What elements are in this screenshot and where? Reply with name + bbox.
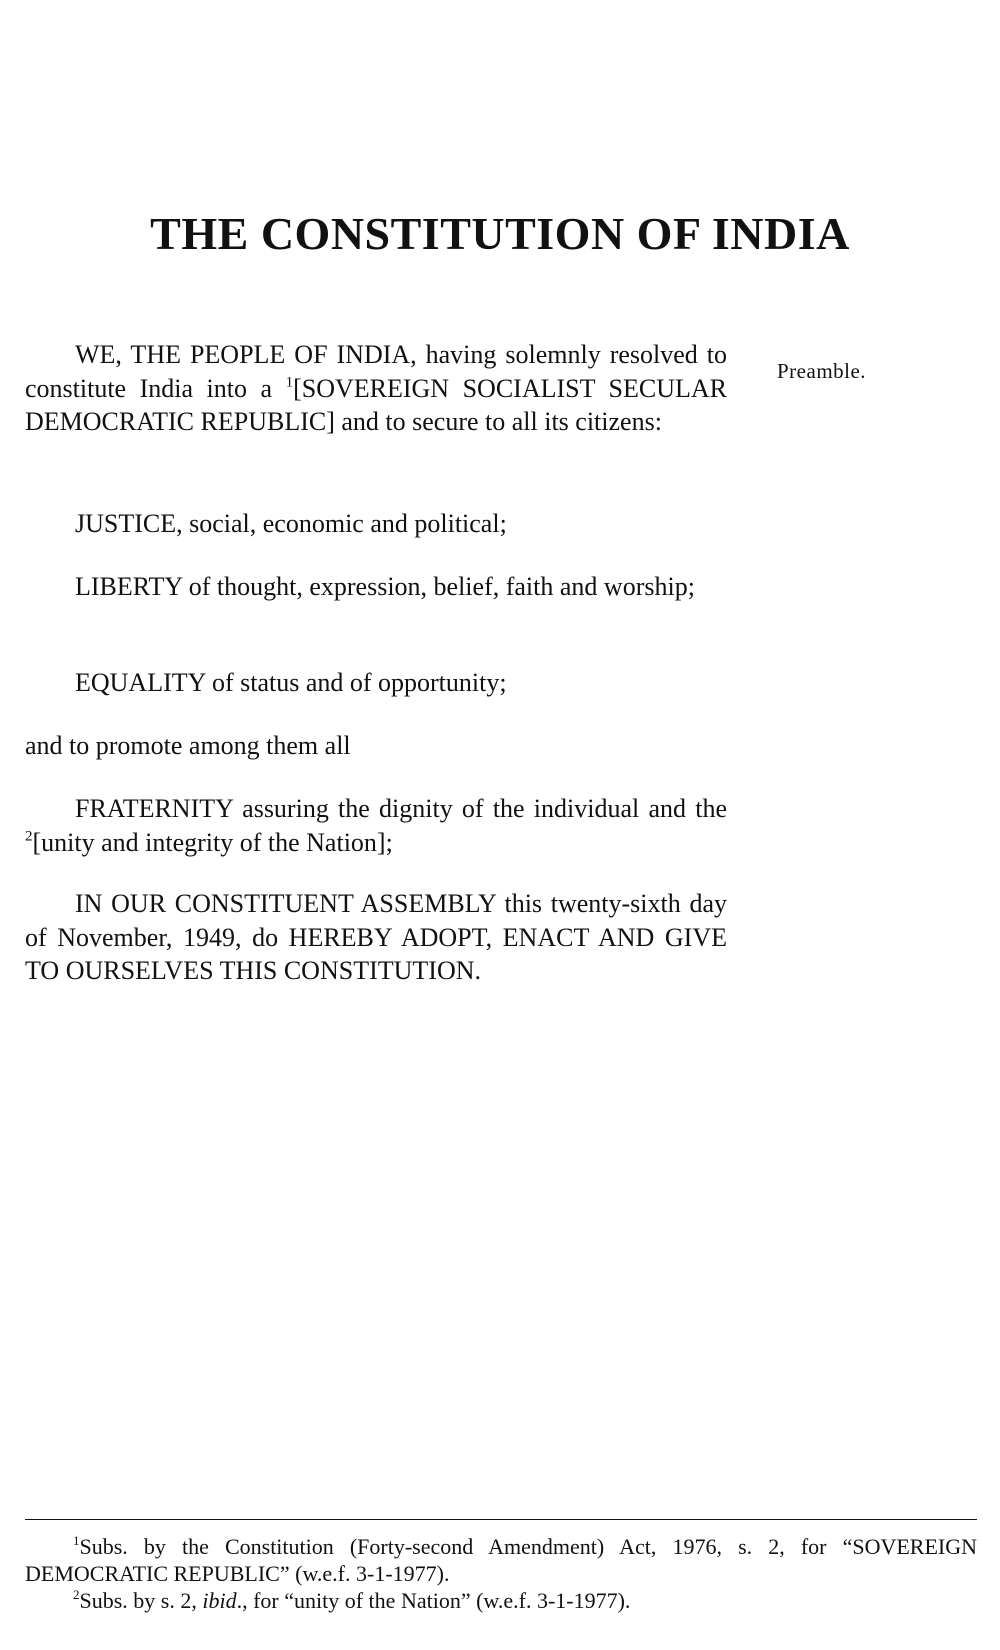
preamble-liberty-block <box>25 570 727 604</box>
preamble-promote: and to promote among them all <box>25 731 351 760</box>
preamble-justice-block <box>25 507 727 541</box>
fraternity-text-b: [unity and integrity of the Nation]; <box>32 827 393 857</box>
footnote-2-text-a: Subs. by s. 2, <box>79 1588 203 1613</box>
preamble-equality: EQUALITY of status and of opportunity; <box>75 668 507 697</box>
document-title: THE CONSTITUTION OF INDIA <box>150 208 850 259</box>
footnote-2-text-b: ., for “unity of the Nation” (w.e.f. 3-1-1977). <box>236 1588 631 1613</box>
preamble-fraternity-block <box>25 792 727 859</box>
preamble-equality-block <box>25 666 727 700</box>
preamble-text <box>25 338 727 439</box>
footnote-ref-1: 1 <box>285 374 294 390</box>
preamble-justice: JUSTICE, social, economic and political; <box>75 509 507 538</box>
footnote-divider <box>25 1519 977 1520</box>
footnote-marker-1: 1 <box>73 1532 80 1548</box>
preamble-assembly: IN OUR CONSTITUENT ASSEMBLY this twenty-sixth day of November, 1949, do HEREBY ADOPT, ENACT AND GIVE TO OURSELVES THIS CONSTITUTION. <box>25 889 727 985</box>
preamble-promote-block <box>25 729 727 763</box>
footnote-2 <box>25 1587 977 1614</box>
footnote-marker-2: 2 <box>73 1586 80 1602</box>
intro-text-b: [SOVEREIGN SOCIALIST SECULAR DEMOCRATIC REPUBLIC] and to secure to all its citizens: <box>25 373 727 436</box>
preamble-assembly-block <box>25 887 727 988</box>
fraternity-text-a: FRATERNITY assuring the dignity of the individual and the <box>75 794 727 823</box>
footnote-1 <box>25 1533 977 1587</box>
footnote-1-text: Subs. by the Constitution (Forty-second Amendment) Act, 1976, s. 2, for “SOVEREIGN DEMOCRATIC REPUBLIC” (w.e.f. 3-1-1977). <box>25 1534 977 1586</box>
footnotes <box>25 1533 977 1614</box>
intro-text-a: WE, THE PEOPLE OF INDIA, having solemnly resolved to constitute India into a <box>25 340 727 403</box>
preamble-fraternity <box>25 792 727 859</box>
footnote-2-italic: ibid <box>202 1588 237 1613</box>
footnote-ref-2: 2 <box>25 828 33 844</box>
preamble-liberty: LIBERTY of thought, expression, belief, faith and worship; <box>75 572 695 601</box>
margin-note-preamble: Preamble. <box>777 359 867 383</box>
preamble-intro <box>25 338 727 439</box>
